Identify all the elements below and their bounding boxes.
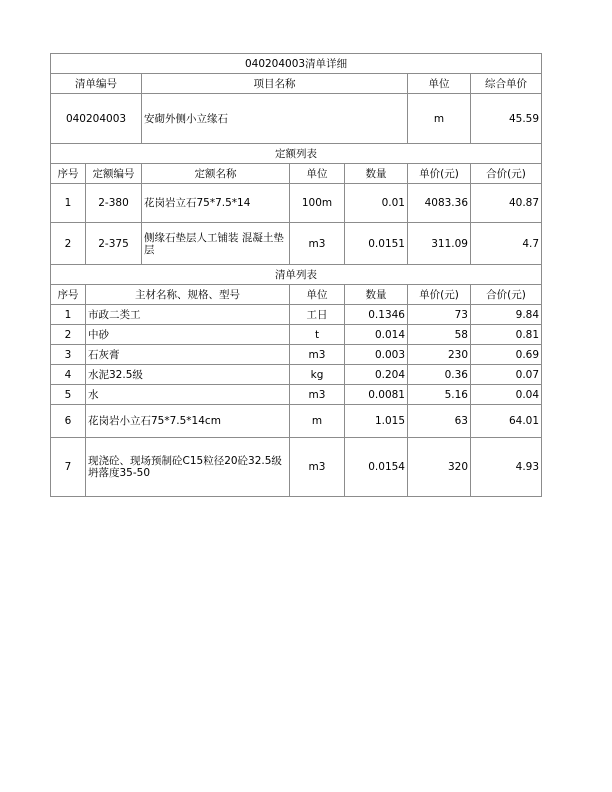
quota-qty: 0.01 [345, 184, 408, 223]
material-name: 石灰膏 [86, 345, 290, 365]
quota-total-header: 合价(元) [471, 164, 542, 184]
material-total: 0.07 [471, 365, 542, 385]
material-qty: 0.014 [345, 325, 408, 345]
material-unit: m3 [290, 438, 345, 497]
material-no: 2 [51, 325, 86, 345]
quota-row [51, 223, 542, 265]
quota-row [51, 184, 542, 223]
quota-code: 2-375 [86, 223, 142, 265]
quota-no: 2 [51, 223, 86, 265]
material-unit: kg [290, 365, 345, 385]
material-qty: 0.0154 [345, 438, 408, 497]
material-unit: m3 [290, 345, 345, 365]
quota-no: 1 [51, 184, 86, 223]
material-total: 4.93 [471, 438, 542, 497]
material-total: 0.69 [471, 345, 542, 365]
bill-code: 040204003 [51, 94, 142, 144]
quota-price: 4083.36 [408, 184, 471, 223]
quota-code: 2-380 [86, 184, 142, 223]
materials-row [51, 325, 542, 345]
materials-total-header: 合价(元) [471, 285, 542, 305]
material-unit: t [290, 325, 345, 345]
materials-row [51, 385, 542, 405]
quota-unit-header: 单位 [290, 164, 345, 184]
material-name: 水泥32.5级 [86, 365, 290, 385]
bill-code-header: 清单编号 [51, 74, 142, 94]
quota-qty-header: 数量 [345, 164, 408, 184]
material-qty: 1.015 [345, 405, 408, 438]
materials-row [51, 345, 542, 365]
material-price: 63 [408, 405, 471, 438]
material-total: 0.04 [471, 385, 542, 405]
quota-qty: 0.0151 [345, 223, 408, 265]
quota-price-header: 单价(元) [408, 164, 471, 184]
bill-unit: m [408, 94, 471, 144]
materials-row [51, 405, 542, 438]
material-total: 64.01 [471, 405, 542, 438]
materials-name-header: 主材名称、规格、型号 [86, 285, 290, 305]
quota-total: 4.7 [471, 223, 542, 265]
bill-unit-header: 单位 [408, 74, 471, 94]
quota-unit: 100m [290, 184, 345, 223]
quota-unit: m3 [290, 223, 345, 265]
material-no: 1 [51, 305, 86, 325]
material-price: 320 [408, 438, 471, 497]
quota-name-header: 定额名称 [142, 164, 290, 184]
material-unit: m3 [290, 385, 345, 405]
bill-detail-sheet [50, 53, 541, 497]
material-name: 花岗岩小立石75*7.5*14cm [86, 405, 290, 438]
materials-section-title: 清单列表 [51, 265, 542, 285]
material-total: 9.84 [471, 305, 542, 325]
material-no: 6 [51, 405, 86, 438]
material-qty: 0.1346 [345, 305, 408, 325]
title-row [51, 54, 542, 74]
bill-price: 45.59 [471, 94, 542, 144]
material-no: 7 [51, 438, 86, 497]
material-no: 5 [51, 385, 86, 405]
material-qty: 0.003 [345, 345, 408, 365]
quota-name: 花岗岩立石75*7.5*14 [142, 184, 290, 223]
material-price: 0.36 [408, 365, 471, 385]
quota-price: 311.09 [408, 223, 471, 265]
materials-row [51, 305, 542, 325]
materials-row [51, 438, 542, 497]
materials-no-header: 序号 [51, 285, 86, 305]
material-qty: 0.0081 [345, 385, 408, 405]
material-total: 0.81 [471, 325, 542, 345]
materials-header-row [51, 285, 542, 305]
material-name: 水 [86, 385, 290, 405]
material-no: 3 [51, 345, 86, 365]
material-price: 5.16 [408, 385, 471, 405]
material-no: 4 [51, 365, 86, 385]
quota-section-title: 定额列表 [51, 144, 542, 164]
bill-header-row [51, 74, 542, 94]
material-qty: 0.204 [345, 365, 408, 385]
materials-qty-header: 数量 [345, 285, 408, 305]
quota-section-row [51, 144, 542, 164]
quota-total: 40.87 [471, 184, 542, 223]
bill-price-header: 综合单价 [471, 74, 542, 94]
material-name: 现浇砼、现场预制砼C15粒径20砼32.5级坍落度35-50 [86, 438, 290, 497]
bill-detail-table [50, 53, 542, 497]
material-unit: 工日 [290, 305, 345, 325]
sheet-title: 040204003清单详细 [51, 54, 542, 74]
bill-row [51, 94, 542, 144]
materials-price-header: 单价(元) [408, 285, 471, 305]
material-price: 230 [408, 345, 471, 365]
material-price: 58 [408, 325, 471, 345]
bill-name-header: 项目名称 [142, 74, 408, 94]
material-name: 市政二类工 [86, 305, 290, 325]
quota-no-header: 序号 [51, 164, 86, 184]
bill-name: 安砌外侧小立缘石 [142, 94, 408, 144]
materials-row [51, 365, 542, 385]
quota-header-row [51, 164, 542, 184]
material-price: 73 [408, 305, 471, 325]
materials-unit-header: 单位 [290, 285, 345, 305]
material-name: 中砂 [86, 325, 290, 345]
material-unit: m [290, 405, 345, 438]
materials-section-row [51, 265, 542, 285]
quota-code-header: 定额编号 [86, 164, 142, 184]
quota-name: 侧缘石垫层人工铺装 混凝土垫层 [142, 223, 290, 265]
